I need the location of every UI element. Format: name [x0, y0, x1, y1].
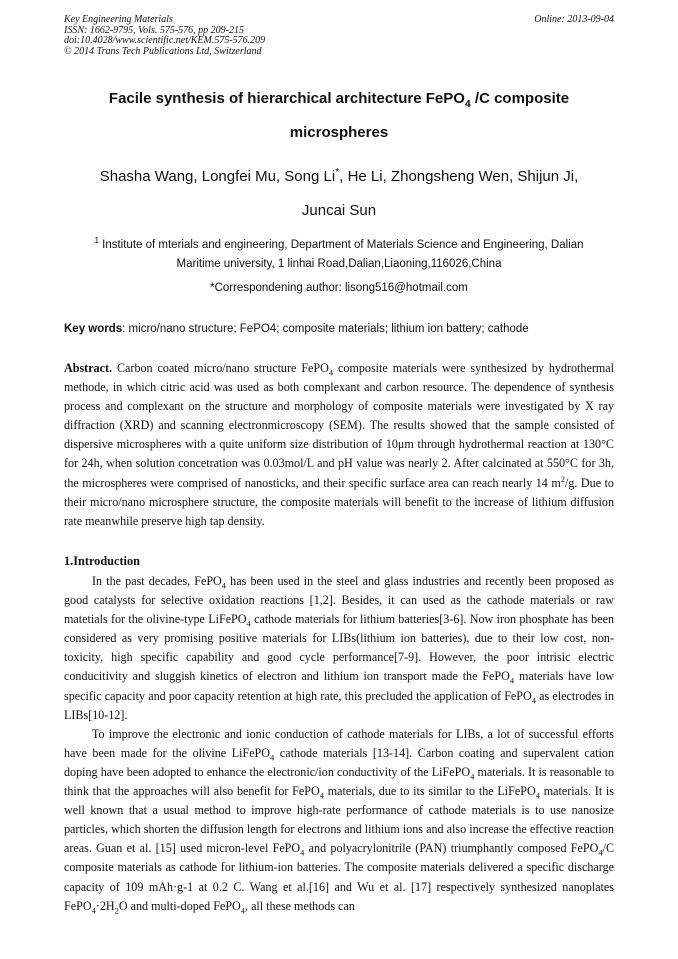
section-heading-introduction: 1.Introduction	[64, 554, 140, 568]
keywords	[64, 323, 624, 335]
journal-name: Key Engineering Materials	[64, 14, 173, 25]
keywords-text: : micro/nano structure; FePO4; composite materials; lithium ion battery; cathode	[122, 323, 529, 335]
paper-title-line2: microspheres	[289, 124, 389, 141]
issn-line: ISSN: 1662-9795, Vols. 575-576, pp 209-215	[64, 24, 244, 36]
affiliation-line2: Maritime university, 1 linhai Road,Dalian,Liaoning,116026,China	[176, 258, 502, 270]
paper-title-line1: Facile synthesis of hierarchical architecture FePO$_4$ /C composite	[108, 90, 570, 110]
affiliation	[62, 236, 616, 274]
abstract-label: Abstract.	[64, 361, 113, 375]
copyright-line: © 2014 Trans Tech Publications Ltd, Switzerland	[64, 45, 262, 57]
online-date: Online: 2013-09-04	[534, 14, 614, 25]
abstract: Abstract. Carbon coated micro/nano structure FePO$_4$ composite materials were synthesized by hydrothermal methode, in which citric acid was used as both complexant and carbon resource. The dependence of synthesis process and complexant on the structure and morphology of composite materials were investigated by X ray diffraction (XRD) and scanning electronmicroscopy (SEM). The results showed that the sample consisted of dispersive microspheres with a quite uniform size distribution of 10μm through hydrothermal reaction at 130°C for 24h, when solution concetration was 0.03mol/L and pH value was nearly 2. After calcinated at 550°C for 3h, the microspheres were comprised of nanosticks, and their specific surface area can reach nearly 14 $m^2/g$. Due to their micro/nano microsphere structure, the composite materials will benefit to the increase of lithium diffusion rate meanwhile preserve high tap density.	[64, 361, 614, 528]
author-list-line2: Juncai Sun	[301, 202, 377, 219]
affiliation-line1: $^1$ Institute of mterials and engineering, Department of Materials Science and Engineering, Dalian	[94, 236, 584, 251]
doi-line[interactable]: doi:10.4028/www.scientific.net/KEM.575-576.209	[64, 35, 266, 46]
correspondence-line: *Correspondening author: lisong516@hotmail.com	[210, 282, 468, 294]
intro-paragraph-2: To improve the electronic and ionic conduction of cathode materials for LIBs, a lot of successful efforts have been made for the olivine LiFePO$_4$ cathode materials [13-14]. Carbon coating and supervalent cation doping have been adopted to enhance the electronic/ion conductivity of the LiFePO$_4$ materials. It is reasonable to think that the approaches will also benefit for FePO$_4$ materials, due to its similar to the LiFePO$_4$ materials. It is well known that a usual method to improve high-rate performance of cathode materials is to use nanosize particles, which shorten the diffusion length for electrons and lithium ions and also increase the effective reaction areas. Guan et al. [15] used micron-level FePO$_4$ and polyacrylonitrile (PAN) triumphantly composed FePO$_4$/C composite materials as cathode for lithium-ion batteries. The composite materials delivered a specific discharge capacity of 109 mAh·g-1 at 0.2 C. Wang et al.[16] and Wu et al. [17] respectively synthesized nanoplates $FePO_4\cdot 2H_2O$ and multi-doped FePO$_4$, all these methods can	[64, 726, 615, 915]
keywords-label: Key words	[64, 323, 123, 335]
intro-paragraph-1: In the past decades, FePO$_4$ has been used in the steel and glass industries and recently been proposed as good catalysts for selective oxidation reactions [1,2]. Besides, it can used as the cathode materials or raw matetials for the olivine-type LiFePO$_4$ cathode materials for lithium batteries[3-6]. Now iron phosphate has been considered as very promising positive materials for LIBs(lithium ion batteries), due to their low cost, non-toxicity, high specific capability and good cycle performance[7-9]. However, the poor intrisic electric conducitivity and sluggish kinetics of electron and lithium ion transport made the FePO$_4$ materials have low specific capacity and poor capacity retention at high rate, this precluded the application of FePO$_4$ as electrodes in LIBs[10-12].	[64, 574, 614, 722]
introduction-body	[64, 572, 614, 916]
journal-header	[64, 15, 265, 57]
author-list: Shasha Wang, Longfei Mu, Song Li*, He Li, Zhongsheng Wen, Shijun Ji,	[99, 166, 579, 185]
